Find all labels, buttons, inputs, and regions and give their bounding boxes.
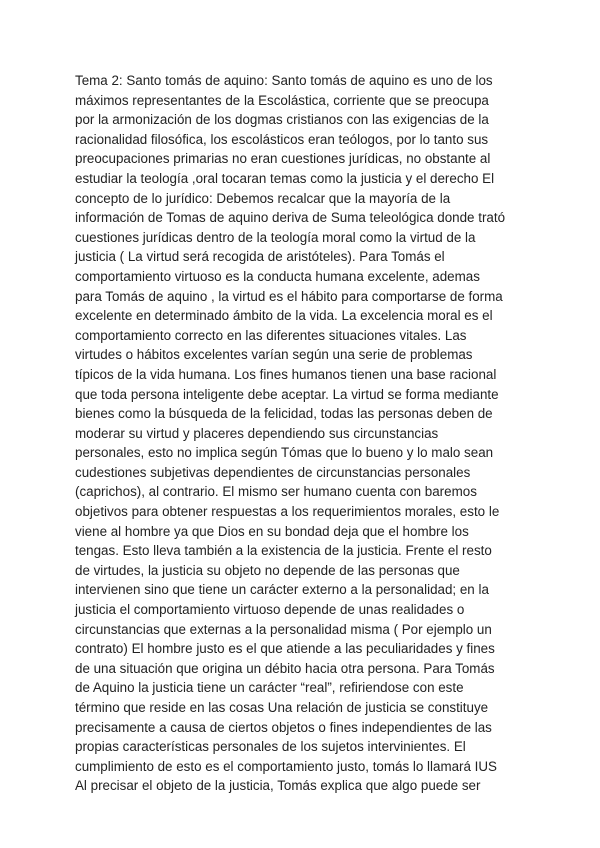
text-line: que toda persona inteligente debe aceptar. La virtud se forma mediante	[75, 386, 499, 402]
text-line: contrato) El hombre justo es el que atiende a las peculiaridades y fines	[75, 641, 495, 657]
text-line: Al precisar el objeto de la justicia, Tomás explica que algo puede ser	[75, 778, 481, 794]
text-line: justicia el comportamiento virtuoso depende de unas realidades o	[75, 602, 465, 618]
text-line: para Tomás de aquino , la virtud es el hábito para comportarse de forma	[75, 288, 503, 304]
text-line: de una situación que origina un débito hacia otra persona. Para Tomás	[75, 660, 495, 676]
text-line: por la armonización de los dogmas cristianos con las exigencias de la	[75, 112, 489, 128]
text-line: (caprichos), al contrario. El mismo ser humano cuenta con baremos	[75, 484, 477, 500]
text-line: bienes como la búsqueda de la felicidad, todas las personas deben de	[75, 406, 493, 422]
text-line: comportamiento virtuoso es la conducta humana excelente, ademas	[75, 268, 480, 284]
text-line: circunstancias que externas a la personalidad misma ( Por ejemplo un	[75, 621, 492, 637]
text-line: concepto de lo jurídico: Debemos recalcar que la mayoría de la	[75, 190, 451, 206]
text-line: personales, esto no implica según Tómas que lo bueno y lo malo sean	[75, 445, 494, 461]
text-line: cudestiones subjetivas dependientes de circunstancias personales	[75, 464, 471, 480]
text-line: precisamente a causa de ciertos objetos o fines independientes de las	[75, 719, 492, 735]
text-line: virtudes o hábitos excelentes varían según una serie de problemas	[75, 347, 473, 363]
text-line: término que reside en las cosas Una relación de justicia se constituye	[75, 700, 489, 715]
text-line: moderar su virtud y placeres dependiendo sus circunstancias	[75, 425, 439, 441]
text-line: objetivos para obtener respuestas a los requerimientos morales, esto le	[75, 504, 500, 520]
text-line: intervienen sino que tiene un carácter externo a la personalidad; en la	[75, 582, 489, 598]
text-line: máximos representantes de la Escolástica, corriente que se preocupa	[75, 92, 489, 108]
text-line: típicos de la vida humana. Los fines humanos tienen una base racional	[75, 366, 497, 382]
text-line: racionalidad filosófica, los escolásticos eran teólogos, por lo tanto sus	[75, 131, 489, 147]
text-line: Tema 2: Santo tomás de aquino: Santo tomás de aquino es uno de los	[75, 73, 493, 88]
text-line: información de Tomas de aquino deriva de Suma teleológica donde trató	[75, 210, 506, 226]
text-line: comportamiento correcto en las diferentes situaciones vitales. Las	[75, 327, 467, 343]
text-line: de Aquino la justicia tiene un carácter “real”, refiriendose con este	[75, 680, 464, 696]
text-line: viene al hombre ya que Dios en su bondad deja que el hombre los	[75, 523, 469, 539]
text-line: propias características personales de los sujetos intervinientes. El	[75, 739, 466, 755]
text-line: preocupaciones primarias no eran cuestiones jurídicas, no obstante al	[75, 151, 491, 167]
text-line: cumplimiento de esto es el comportamiento justo, tomás lo llamará IUS	[75, 758, 497, 774]
text-line: estudiar la teología ,oral tocaran temas como la justicia y el derecho El	[75, 170, 495, 186]
text-line: excelente en determinado ámbito de la vida. La excelencia moral es el	[75, 308, 493, 324]
text-line: justicia ( La virtud será recogida de aristóteles). Para Tomás el	[75, 249, 445, 265]
document-body	[75, 71, 515, 796]
text-line: cuestiones jurídicas dentro de la teología moral como la virtud de la	[75, 229, 476, 245]
text-line: tengas. Esto lleva también a la existencia de la justicia. Frente el resto	[75, 543, 492, 559]
text-line: de virtudes, la justicia su objeto no depende de las personas que	[75, 562, 460, 578]
